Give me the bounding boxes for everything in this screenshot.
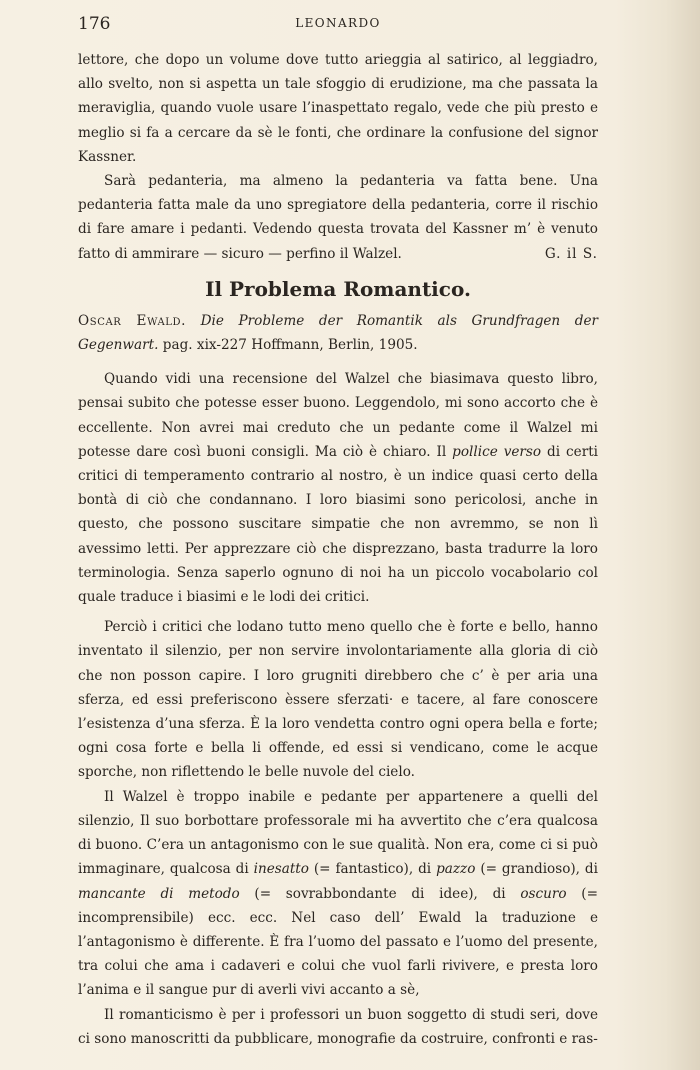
paragraph-text: (= fantastico), di <box>313 861 432 878</box>
paragraph-text: Il Walzel è troppo inabile e pedante per appartenere a quelli del silenzio, Il suo borbottare professorale mi ha avvertito che c’era qualcosa di buono. C’era un antagonismo con le sue qualità. Non era, come ci si può immaginare, qualcosa di <box>78 788 598 878</box>
italic-term: mancante di metodo <box>78 885 240 902</box>
citation-details: pag. xix-227 Hoffmann, Berlin, 1905. <box>162 337 418 354</box>
paragraph-romanticismo: Il romanticismo è per i professori un buon soggetto di studi seri, dove ci sono manoscritti da pubblicare, monografie da costruire, confronti e ras- <box>78 1006 598 1047</box>
bibliographic-citation <box>78 309 598 357</box>
paragraph-text: (= incomprensibile) ecc. ecc. Nel caso dell’ Ewald la traduzione e l’antagonismo è differente. È fra l’uomo del passato e l’uomo del presente, tra colui che ama i cadaveri e colui che vuol farli rivivere, e presta loro l’anima e il sangue pur di averli vivi accanto a sè, <box>78 885 598 999</box>
article-title: Il Problema Romantico. <box>205 276 471 301</box>
citation-author: Oscar Ewald. <box>78 312 187 329</box>
paragraph-text: (= grandioso), di <box>480 861 598 878</box>
paragraph-text: Quando vidi una recensione del Walzel che biasimava questo libro, pensai subito che potesse esser buono. Leggendolo, mi sono accorto che è eccellente. Non avrei mai creduto che un pedante come il Walzel mi potesse dare così buoni consigli. Ma ciò è chiaro. Il <box>78 371 598 460</box>
paragraph-recensione <box>78 367 598 609</box>
page-body <box>78 48 598 1051</box>
paragraph-silenzio: Perciò i critici che lodano tutto meno quello che è forte e bello, hanno inventato il silenzio, per non servire involontariamente alla gloria di ciò che non posson capire. I loro grugniti direbbero che c’ è per aria una sferza, ed essi preferiscono èssere sferzati· e tacere, al fare conoscere l’esistenza d’una sferza. È la loro vendetta contro ogni opera bella e forte; ogni cosa forte e bella li offende, ed essi si vendicano, come le acque sporche, non riflettendo le belle nuvole del cielo. <box>78 619 598 781</box>
italic-phrase: pollice verso <box>452 443 542 460</box>
page-number: 176 <box>78 14 111 34</box>
paragraph-pedanteria <box>78 169 598 266</box>
signature: G. il S. <box>544 245 598 262</box>
paragraph-continuation: lettore, che dopo un volume dove tutto arieggia al satirico, al leggiadro, allo svelto, non si aspetta un tale sfoggio di erudizione, ma che passata la meraviglia, quando vuole usare l’inaspettato regalo, vede che più presto e meglio si fa a cercare da sè le fonti, che ordinare la confusione del signor Kassner. <box>78 52 598 165</box>
citation-book-title: Die Probleme der Romantik als Grundfragen der Gegenwart. <box>78 312 598 354</box>
paragraph-text: Sarà pedanteria, ma almeno la pedanteria va fatta bene. Una pedanteria fatta male da uno spregiatore della pedanteria, corre il rischio di fare amare i pedanti. Vedendo questa trovata del Kassner m’ è venuto fatto di ammirare — sicuro — perfino il Walzel. <box>78 173 598 262</box>
paragraph-text: (= sovrabbondante di idee), di <box>254 885 506 902</box>
italic-term: pazzo <box>436 861 476 878</box>
paragraph-text: di certi critici di temperamento contrario al nostro, è un indice quasi certo della bontà di ciò che condannano. I loro biasimi sono pericolosi, anche in questo, che possono suscitare simpatie che non avremmo, se non lì avessimo letti. Per apprezzare ciò che disprezzano, basta tradurre la loro terminologia. Senza saperlo ognuno di noi ha un piccolo vocabolario col quale traduce i biasimi e le lodi dei critici. <box>78 443 599 606</box>
paragraph-walzel <box>78 785 598 1003</box>
italic-term: oscuro <box>520 885 567 902</box>
running-head: LEONARDO <box>295 16 381 30</box>
italic-term: inesatto <box>253 861 309 878</box>
page-header <box>78 14 598 34</box>
